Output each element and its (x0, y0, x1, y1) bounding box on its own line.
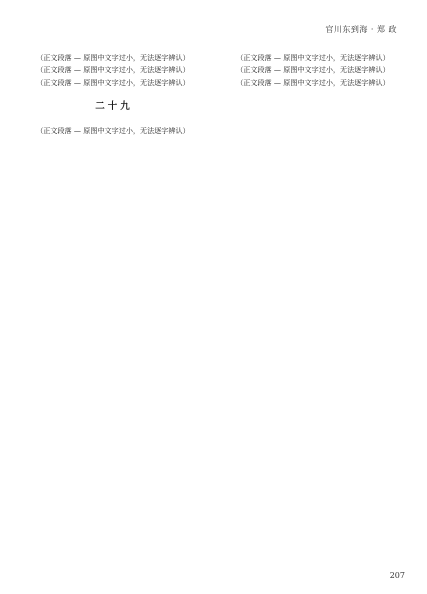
paragraph: （正文段落 — 原图中文字过小，无法逐字辨认） (36, 126, 190, 136)
paragraph: （正文段落 — 原图中文字过小，无法逐字辨认） (236, 65, 390, 75)
running-header: 官川东到海 · 郑 政 (325, 25, 397, 34)
paragraph: （正文段落 — 原图中文字过小，无法逐字辨认） (36, 53, 190, 62)
paragraph: （正文段落 — 原图中文字过小，无法逐字辨认） (236, 53, 390, 62)
paragraph: （正文段落 — 原图中文字过小，无法逐字辨认） (36, 77, 190, 87)
chapter-heading: 二十九 (95, 100, 133, 112)
right-text-column (222, 52, 406, 558)
left-text-column (22, 52, 206, 558)
paragraph: （正文段落 — 原图中文字过小，无法逐字辨认） (36, 65, 190, 75)
page-number: 207 (389, 571, 405, 580)
paragraph: （正文段落 — 原图中文字过小，无法逐字辨认） (236, 77, 390, 87)
